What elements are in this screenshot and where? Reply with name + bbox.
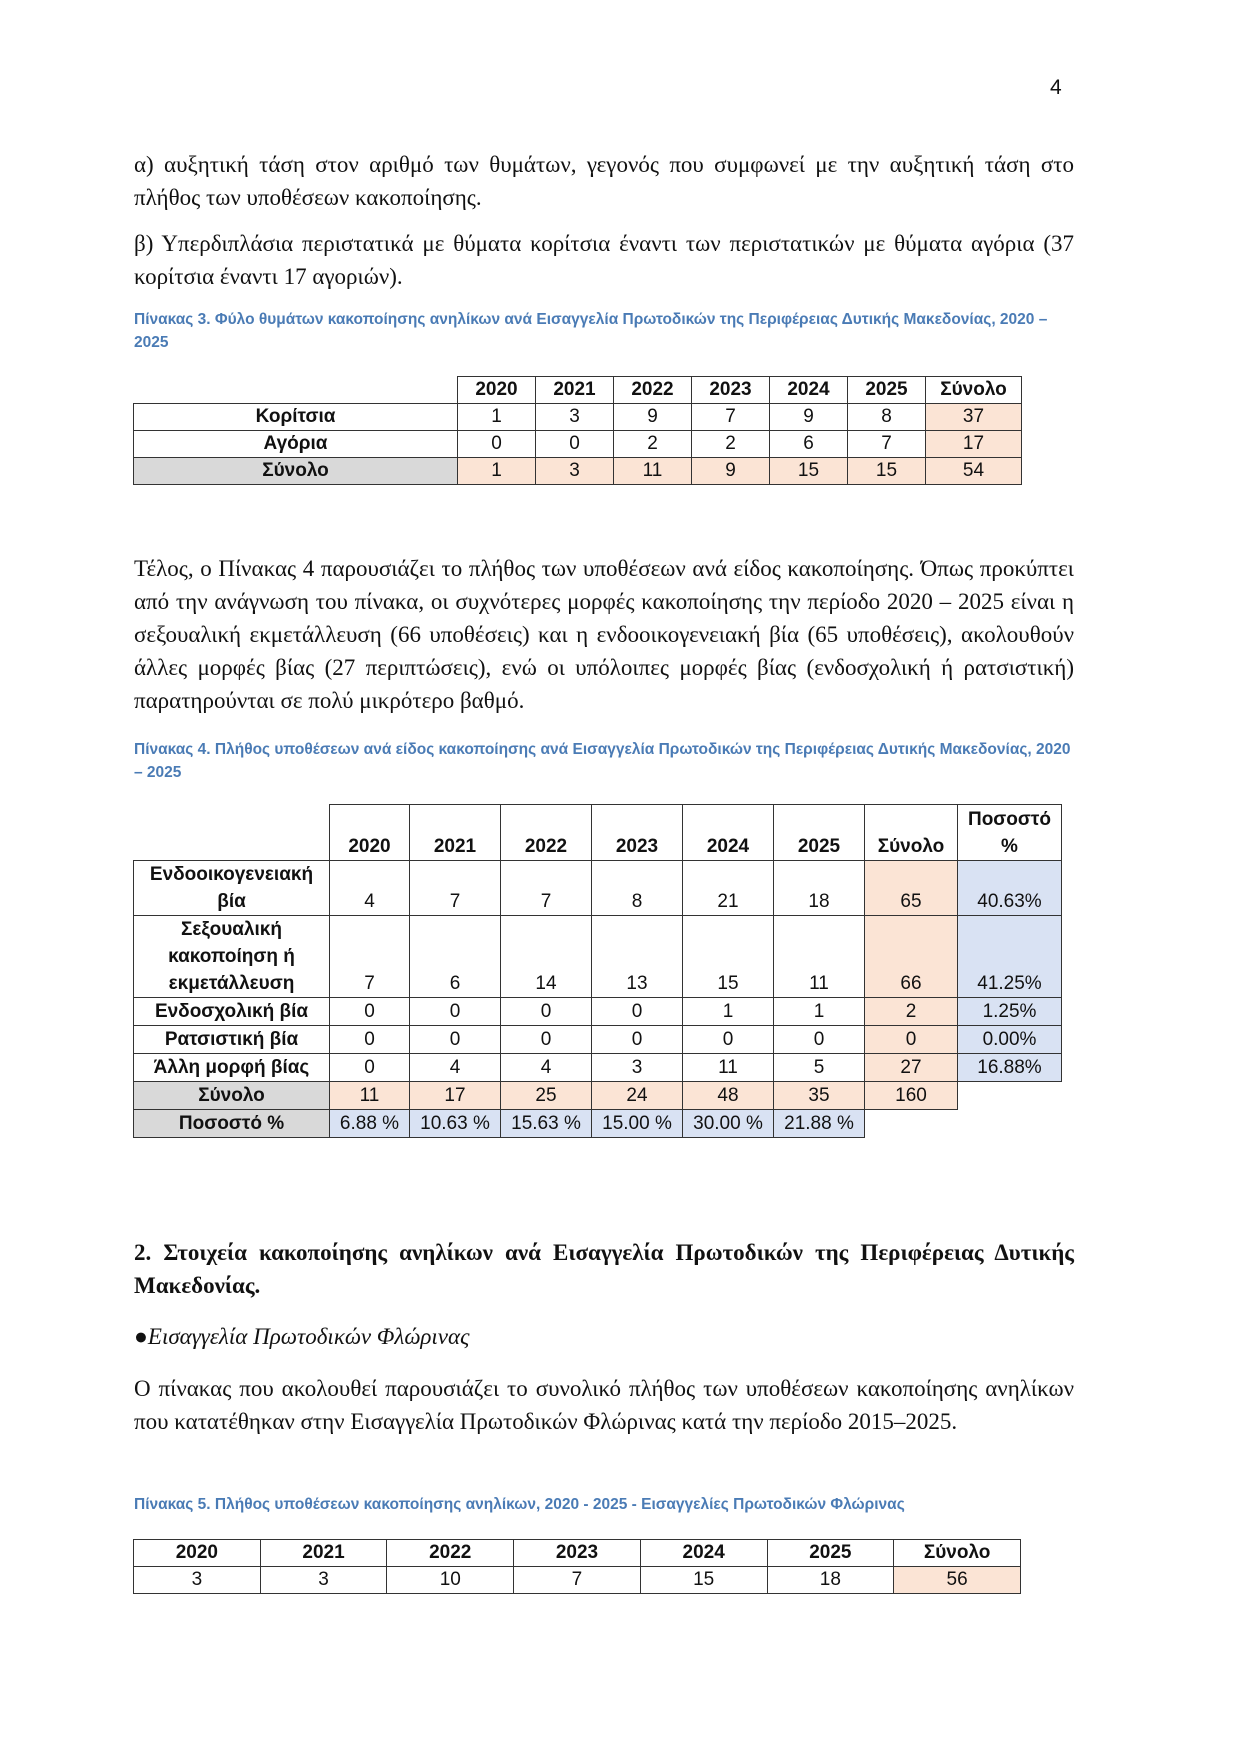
table4-empty-cell	[958, 1110, 1062, 1138]
table4-cell: 25	[501, 1082, 592, 1110]
table4-row-label: Σύνολο	[134, 1082, 330, 1110]
table4-row-label: Σεξουαλική κακοποίηση ή εκμετάλλευση	[134, 916, 330, 998]
table4-cell: 48	[683, 1082, 774, 1110]
table4-header-2021: 2021	[410, 805, 501, 861]
table3-cell: 15	[848, 458, 926, 485]
table4-cell: 21.88 %	[774, 1110, 865, 1138]
table3-cell: 1	[458, 404, 536, 431]
table4-total-cell: 160	[865, 1082, 958, 1110]
table5-total-cell: 56	[894, 1567, 1021, 1594]
table4-header-total: Σύνολο	[865, 805, 958, 861]
table4-cell: 0	[592, 998, 683, 1026]
table4-row-label: Ποσοστό %	[134, 1110, 330, 1138]
table4-header-2023: 2023	[592, 805, 683, 861]
table5-header-row	[134, 1540, 1021, 1567]
table4-percent-cell: 41.25%	[958, 916, 1062, 998]
table4-header-percent: Ποσοστό %	[958, 805, 1062, 861]
table4-cell: 11	[330, 1082, 410, 1110]
table-row	[134, 1567, 1021, 1594]
section-heading: 2. Στοιχεία κακοποίησης ανηλίκων ανά Εισαγγελία Πρωτοδικών της Περιφέρειας Δυτικής Μακεδονίας.	[134, 1240, 1074, 1298]
table3-header-total: Σύνολο	[926, 377, 1022, 404]
table4-cell: 8	[592, 861, 683, 916]
table4-cell: 0	[774, 1026, 865, 1054]
table4-cell: 3	[592, 1054, 683, 1082]
table4-cell: 0	[501, 998, 592, 1026]
table4-cell: 0	[683, 1026, 774, 1054]
table3-row-label: Σύνολο	[134, 458, 458, 485]
paragraph-d: Ο πίνακας που ακολουθεί παρουσιάζει το συνολικό πλήθος των υποθέσεων κακοποίησης ανηλίκων που κατατέθηκαν στην Εισαγγελία Πρωτοδικών Φλώρινας κατά την περίοδο 2015–2025.	[134, 1376, 1074, 1434]
table5-cell: 10	[387, 1567, 514, 1594]
table5-header-2025: 2025	[767, 1540, 894, 1567]
table3-header-2025: 2025	[848, 377, 926, 404]
table4-cell: 6	[410, 916, 501, 998]
table4-percent-cell: 16.88%	[958, 1054, 1062, 1082]
table3-cell: 6	[770, 431, 848, 458]
table3-corner	[134, 377, 458, 404]
table3-cell: 1	[458, 458, 536, 485]
table3-header-2022: 2022	[614, 377, 692, 404]
table4-empty-cell	[958, 1082, 1062, 1110]
table4-cell: 17	[410, 1082, 501, 1110]
table4-cell: 4	[501, 1054, 592, 1082]
table3-header-2024: 2024	[770, 377, 848, 404]
table3-cell: 2	[692, 431, 770, 458]
table3-cell: 9	[770, 404, 848, 431]
table4-cell: 0	[410, 998, 501, 1026]
table5-caption: Πίνακας 5. Πλήθος υποθέσεων κακοποίησης ανηλίκων, 2020 - 2025 - Εισαγγελίες Πρωτοδικών Φλώρινας	[134, 1496, 905, 1513]
table5-cell: 7	[514, 1567, 641, 1594]
table4-header-row	[134, 805, 1062, 861]
table5-header-2022: 2022	[387, 1540, 514, 1567]
table4-cell: 15.63 %	[501, 1110, 592, 1138]
table3-header-2021: 2021	[536, 377, 614, 404]
table4-header-2024: 2024	[683, 805, 774, 861]
table3-cell: 0	[536, 431, 614, 458]
table4-total-cell: 2	[865, 998, 958, 1026]
table3-row-label: Αγόρια	[134, 431, 458, 458]
table5-cell: 15	[640, 1567, 767, 1594]
table4-cell: 0	[330, 1054, 410, 1082]
table3-row-label: Κορίτσια	[134, 404, 458, 431]
table4-cell: 0	[592, 1026, 683, 1054]
table4-cell: 4	[410, 1054, 501, 1082]
section-subheading: ●Εισαγγελία Πρωτοδικών Φλώρινας	[134, 1324, 470, 1349]
table-row	[134, 916, 1062, 998]
table-row	[134, 861, 1062, 916]
table3-total-cell: 17	[926, 431, 1022, 458]
table4-cell: 14	[501, 916, 592, 998]
table4-cell: 21	[683, 861, 774, 916]
table4-cell: 0	[410, 1026, 501, 1054]
table4-cell: 1	[683, 998, 774, 1026]
table5-cell: 3	[260, 1567, 387, 1594]
table4-cell: 35	[774, 1082, 865, 1110]
table4-cell: 30.00 %	[683, 1110, 774, 1138]
table3-header-2020: 2020	[458, 377, 536, 404]
table3-cell: 11	[614, 458, 692, 485]
table4-percent-cell: 1.25%	[958, 998, 1062, 1026]
table3-cell: 7	[692, 404, 770, 431]
table3-total-cell: 37	[926, 404, 1022, 431]
table5-header-2024: 2024	[640, 1540, 767, 1567]
table4-row-label: Ενδοσχολική βία	[134, 998, 330, 1026]
table5-cell: 18	[767, 1567, 894, 1594]
table4-percent-cell: 0.00%	[958, 1026, 1062, 1054]
table3-cell: 8	[848, 404, 926, 431]
table5-header-total: Σύνολο	[894, 1540, 1021, 1567]
table3-cell: 3	[536, 458, 614, 485]
table4-total-cell: 27	[865, 1054, 958, 1082]
table4-percent-row	[134, 1110, 1062, 1138]
table4-cell: 18	[774, 861, 865, 916]
table4-header-2025: 2025	[774, 805, 865, 861]
table4-cell: 6.88 %	[330, 1110, 410, 1138]
table3-cell: 9	[692, 458, 770, 485]
table4-sum-row	[134, 1082, 1062, 1110]
table4-cell: 7	[330, 916, 410, 998]
table4-row-label: Ρατσιστική βία	[134, 1026, 330, 1054]
table3-cell: 0	[458, 431, 536, 458]
table3-total-cell: 54	[926, 458, 1022, 485]
table4-cell: 11	[683, 1054, 774, 1082]
table4-cell: 0	[501, 1026, 592, 1054]
table4-cell: 10.63 %	[410, 1110, 501, 1138]
table4-cell: 11	[774, 916, 865, 998]
table4-cell: 24	[592, 1082, 683, 1110]
paragraph-c: Τέλος, ο Πίνακας 4 παρουσιάζει το πλήθος των υποθέσεων ανά είδος κακοποίησης. Όπως προκύπτει από την ανάγνωση του πίνακα, οι συχνότερες μορφές κακοποίησης την περίοδο 2020 – 2025 είναι η σεξουαλική εκμετάλλευση (66 υποθέσεις) και η ενδοοικογενειακή βία (65 υποθέσεις), ακολουθούν άλλες μορφές βίας (27 περιπτώσεις), ενώ οι υπόλοιπες μορφές βίας (ενδοσχολική ή ρατσιστική) παρατηρούνται σε πολύ μικρότερο βαθμό.	[134, 556, 1074, 713]
page-number: 4	[1050, 76, 1062, 99]
table4-cell: 13	[592, 916, 683, 998]
table3-cell: 2	[614, 431, 692, 458]
table4-row-label: Ενδοοικογενειακή βία	[134, 861, 330, 916]
table4-row-label: Άλλη μορφή βίας	[134, 1054, 330, 1082]
table4-corner	[134, 805, 330, 861]
table4-empty-cell	[865, 1110, 958, 1138]
table5-cell: 3	[134, 1567, 261, 1594]
table3-header-row	[134, 377, 1022, 404]
paragraph-a: α) αυξητική τάση στον αριθμό των θυμάτων, γεγονός που συμφωνεί με την αυξητική τάση στο πλήθος των υποθέσεων κακοποίησης.	[134, 152, 1074, 210]
table4-cell: 5	[774, 1054, 865, 1082]
table3-cell: 7	[848, 431, 926, 458]
table-row	[134, 1026, 1062, 1054]
table4-total-cell: 66	[865, 916, 958, 998]
table4-cell: 0	[330, 998, 410, 1026]
table3	[133, 376, 1022, 485]
table4-cell: 4	[330, 861, 410, 916]
table5-header-2021: 2021	[260, 1540, 387, 1567]
table4-header-2020: 2020	[330, 805, 410, 861]
table5	[133, 1539, 1021, 1594]
table5-header-2020: 2020	[134, 1540, 261, 1567]
table4-cell: 7	[501, 861, 592, 916]
table4-cell: 15.00 %	[592, 1110, 683, 1138]
table-row	[134, 998, 1062, 1026]
table4	[133, 804, 1062, 1138]
table4-cell: 1	[774, 998, 865, 1026]
table3-header-2023: 2023	[692, 377, 770, 404]
table4-cell: 7	[410, 861, 501, 916]
table3-cell: 3	[536, 404, 614, 431]
table3-cell: 15	[770, 458, 848, 485]
table4-total-cell: 65	[865, 861, 958, 916]
table-row	[134, 431, 1022, 458]
table5-header-2023: 2023	[514, 1540, 641, 1567]
table3-cell: 9	[614, 404, 692, 431]
table3-caption: Πίνακας 3. Φύλο θυμάτων κακοποίησης ανηλίκων ανά Εισαγγελία Πρωτοδικών της Περιφέρειας Δυτικής Μακεδονίας, 2020 – 2025	[134, 311, 1048, 351]
table4-cell: 15	[683, 916, 774, 998]
table4-total-cell: 0	[865, 1026, 958, 1054]
table4-cell: 0	[330, 1026, 410, 1054]
table-row	[134, 1054, 1062, 1082]
table-row	[134, 458, 1022, 485]
table4-caption: Πίνακας 4. Πλήθος υποθέσεων ανά είδος κακοποίησης ανά Εισαγγελία Πρωτοδικών της Περιφέρειας Δυτικής Μακεδονίας, 2020 – 2025	[134, 741, 1071, 781]
table-row	[134, 404, 1022, 431]
table4-percent-cell: 40.63%	[958, 861, 1062, 916]
table4-header-2022: 2022	[501, 805, 592, 861]
paragraph-b: β) Υπερδιπλάσια περιστατικά με θύματα κορίτσια έναντι των περιστατικών με θύματα αγόρια (37 κορίτσια έναντι 17 αγοριών).	[134, 231, 1074, 289]
